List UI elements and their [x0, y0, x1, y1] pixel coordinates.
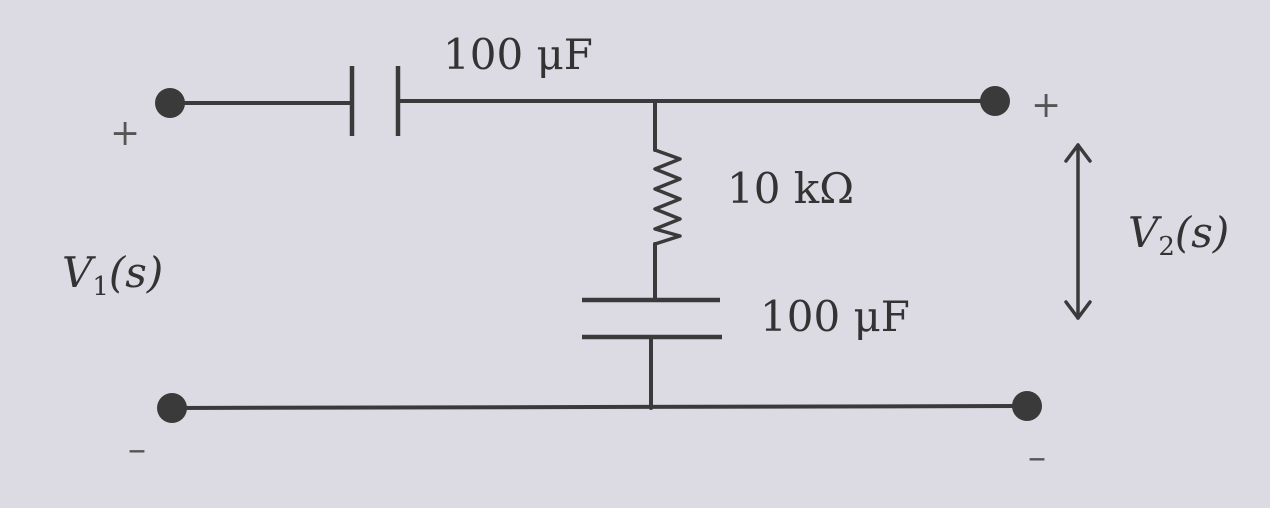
output-terminal-positive — [980, 86, 1010, 116]
bottom-wire — [172, 406, 1027, 408]
series-capacitor-label: 100 μF — [443, 30, 593, 79]
output-terminal-negative — [1012, 391, 1042, 421]
shunt-resistor — [655, 150, 680, 244]
output-voltage-arg: (s) — [1174, 208, 1230, 257]
input-voltage-subscript: 1 — [92, 272, 109, 302]
output-minus-sign: – — [1028, 437, 1046, 478]
input-minus-sign: – — [128, 429, 146, 470]
output-voltage-symbol: V — [1128, 208, 1159, 257]
resistor-label: 10 kΩ — [727, 164, 855, 213]
output-voltage-label — [1128, 208, 1230, 262]
output-voltage-subscript: 2 — [1158, 232, 1175, 262]
input-plus-sign: + — [110, 113, 141, 154]
input-terminal-positive — [155, 88, 185, 118]
shunt-capacitor-label: 100 μF — [760, 292, 910, 341]
input-terminal-negative — [157, 393, 187, 423]
input-voltage-symbol: V — [62, 248, 93, 297]
output-plus-sign: + — [1031, 85, 1062, 126]
input-voltage-label — [62, 248, 164, 302]
input-voltage-arg: (s) — [108, 248, 164, 297]
output-voltage-arrow — [1066, 145, 1090, 318]
